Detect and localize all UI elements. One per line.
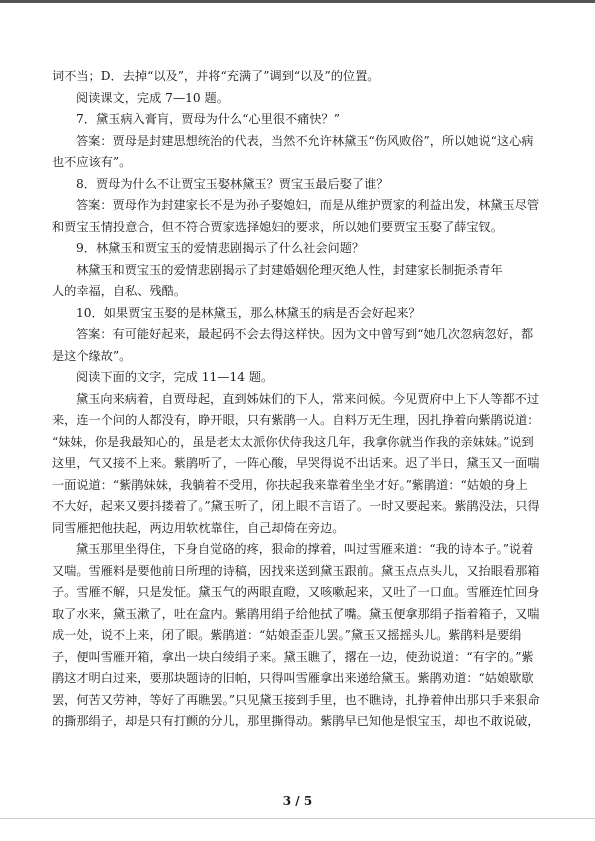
text-line: 这里，气又接不上来。紫鹃听了，一阵心酸，早哭得说不出话来。迟了半日，黛玉又一面喘 [52, 456, 540, 470]
text-line: 答案：有可能好起来，最起码不会去得这样快。因为文中曾写到“她几次忽病忽好，都 [76, 327, 534, 341]
text-line: 词不当；D．去掉“以及”，并将“充满了”调到“以及”的位置。 [52, 69, 380, 83]
text-line: 来，连一个问的人都没有，睁开眼，只有紫鹃一人。自料万无生理，因扎挣着向紫鹃说道： [52, 413, 540, 427]
text-line: 取了水来，黛玉漱了，吐在盒内。紫鹃用绢子给他拭了嘴。黛玉便拿那绢子指着箱子，又喘 [52, 606, 540, 621]
text-line: 子，便叫雪雁开箱，拿出一块白绫绢子来。黛玉瞧了，撂在一边，使劲说道：“有字的。”紫 [52, 649, 534, 664]
text-line: 阅读课文，完成 7—10 题。 [76, 90, 229, 105]
text-line: 人的幸福，自私、残酷。 [52, 284, 187, 298]
text-line: 8．贾母为什么不让贾宝玉娶林黛玉？贾宝玉最后娶了谁？ [76, 176, 389, 191]
text-line: 的撕那绢子，却是只有打颤的分儿，那里撕得动。紫鹃早已知他是恨宝玉，却也不敢说破， [52, 714, 540, 728]
text-line: 黛玉那里坐得住，下身自觉硌的疼，狠命的撑着，叫过雪雁来道：“我的诗本子。”说着 [76, 542, 534, 556]
text-line: 是这个缘故”。 [52, 348, 132, 363]
text-line: 答案：贾母作为封建家长不是为孙子娶媳妇，而是从维护贾家的利益出发，林黛玉尽管 [76, 198, 540, 212]
document-body [52, 66, 544, 733]
text-line: 答案：贾母是封建思想统治的代表，当然不允许林黛玉“伤风败俗”，所以她说“这心病 [76, 133, 534, 148]
text-line: 不大好，起来又要抖搂着了。”黛玉听了，闭上眼不言语了。一时又要起来。紫鹃没法，只得 [52, 499, 540, 513]
text-line: 鹃这才明白过来，要那块题诗的旧帕，只得叫雪雁拿出来递给黛玉。紫鹃劝道：“姑娘歇歇 [52, 671, 534, 685]
text-line: 黛玉向来病着，自贾母起，直到姊妹们的下人，常来问候。今见贾府中上下人等都不过 [76, 391, 540, 406]
page-number: 3 / 5 [282, 794, 313, 808]
text-line: 阅读下面的文字，完成 11—14 题。 [76, 370, 274, 384]
text-line: 又喘。雪雁料是要他前日所理的诗稿，因找来送到黛玉跟前。黛玉点点头儿，又抬眼看那箱 [52, 563, 540, 578]
text-line: 和贾宝玉情投意合，但不符合贾家选择媳妇的要求，所以她们要贾宝玉娶了薛宝钗。 [52, 219, 503, 234]
text-line: 7．黛玉病入膏肓，贾母为什么“心里很不痛快？” [76, 112, 340, 126]
footer-divider [0, 818, 595, 819]
text-line: 成一处，说不上来，闭了眼。紫鹃道：“姑娘歪歪儿罢。”黛玉又摇摇头儿。紫鹃料是要绢 [52, 628, 522, 642]
text-line: 子。雪雁不解，只是发怔。黛玉气的两眼直瞪，又咳嗽起来，又吐了一口血。雪雁连忙回身 [52, 585, 540, 599]
text-line: 一面说道：“紫鹃妹妹，我躺着不受用，你扶起我来靠着坐坐才好。”紫鹃道：“姑娘的身上 [52, 477, 528, 492]
text-line: 罢，何苦又劳神，等好了再瞧罢。”只见黛玉接到手里，也不瞧诗，扎挣着伸出那只手来狠命 [52, 692, 540, 707]
text-line: “妹妹，你是我最知心的，虽是老太太派你伏侍我这几年，我拿你就当作我的亲妹妹。”说到 [52, 434, 534, 449]
text-line: 也不应该有”。 [52, 155, 132, 169]
text-line: 同雪雁把他扶起，两边用软枕靠住，自己却倚在旁边。 [52, 520, 345, 535]
top-rule [0, 0, 595, 3]
text-line: 林黛玉和贾宝玉的爱情悲剧揭示了封建婚姻伦理灭绝人性，封建家长制扼杀青年 [76, 262, 503, 277]
text-line: 10．如果贾宝玉娶的是林黛玉，那么林黛玉的病是否会好起来？ [76, 305, 421, 320]
text-line: 9．林黛玉和贾宝玉的爱情悲剧揭示了什么社会问题？ [76, 241, 365, 255]
